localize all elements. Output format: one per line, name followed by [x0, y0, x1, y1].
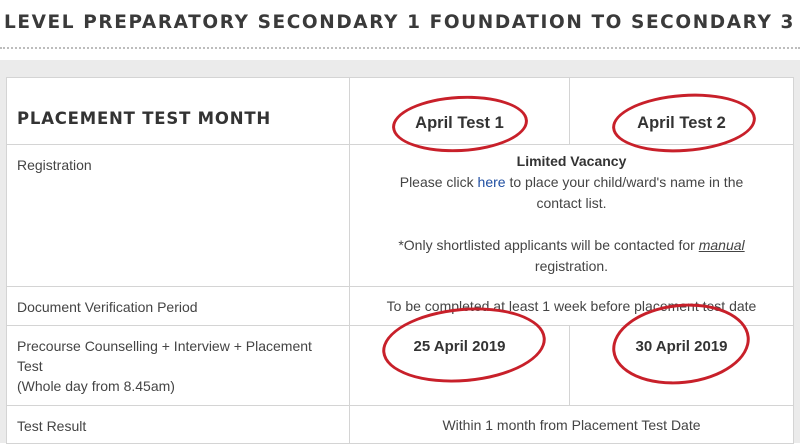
note-text-start: *Only shortlisted applicants will be contacted for — [398, 237, 699, 253]
registration-label: Registration — [7, 145, 350, 287]
page-heading: LEVEL PREPARATORY SECONDARY 1 FOUNDATION TO SECONDARY 3 — [4, 12, 795, 33]
limited-vacancy-text: Limited Vacancy — [516, 153, 627, 169]
counselling-row — [7, 326, 794, 406]
counselling-label-cell — [7, 326, 350, 406]
shortlist-note — [358, 235, 785, 277]
counselling-label: Precourse Counselling + Interview + Placement Test — [17, 338, 312, 374]
verification-value: To be completed at least 1 week before placement test date — [350, 287, 794, 326]
result-row — [7, 406, 794, 444]
manual-emphasis: manual — [698, 237, 745, 253]
result-value: Within 1 month from Placement Test Date — [350, 406, 794, 444]
counselling-sublabel: (Whole day from 8.45am) — [17, 378, 175, 394]
registration-details — [350, 145, 794, 287]
header-placement-test-month: PLACEMENT TEST MONTH — [7, 78, 350, 145]
contact-list-instruction — [358, 172, 785, 214]
verification-row — [7, 287, 794, 326]
instruction-text-end: to place your child/ward's name in the contact list. — [505, 174, 744, 211]
date-april-test-2: 30 April 2019 — [570, 326, 794, 406]
date-april-test-1: 25 April 2019 — [350, 326, 570, 406]
here-link[interactable]: here — [477, 174, 506, 190]
registration-row — [7, 145, 794, 287]
header-april-test-1: April Test 1 — [350, 78, 570, 145]
table-header-row — [7, 78, 794, 145]
placement-schedule-table — [6, 77, 794, 444]
result-label: Test Result — [7, 406, 350, 444]
note-text-end: registration. — [534, 258, 609, 274]
spacer — [358, 214, 785, 235]
instruction-text-start: Please click — [399, 174, 478, 190]
verification-label: Document Verification Period — [7, 287, 350, 326]
header-april-test-2: April Test 2 — [570, 78, 794, 145]
heading-divider — [0, 47, 800, 49]
